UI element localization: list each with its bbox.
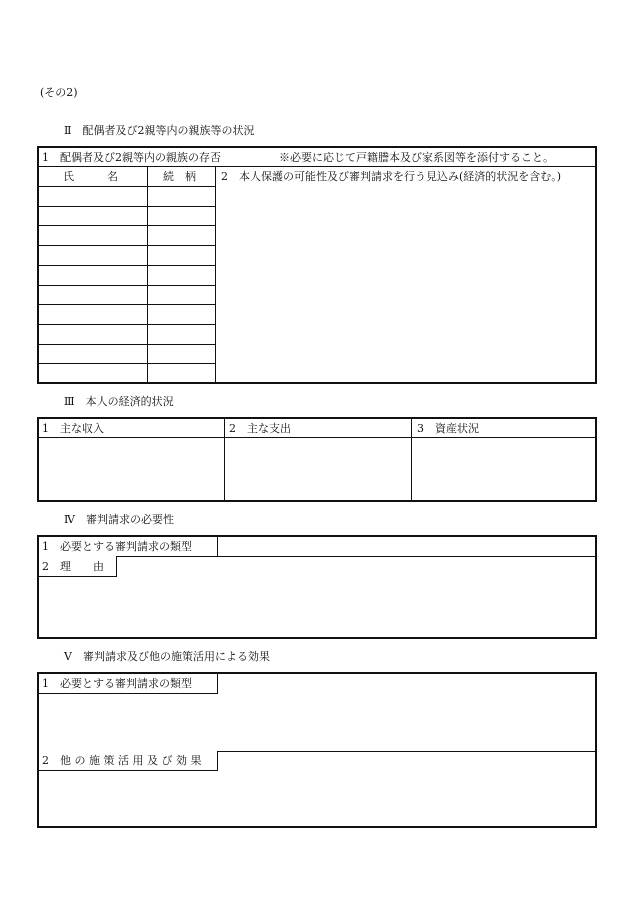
page-label: (その2) xyxy=(40,86,78,99)
protection-outlook-header: 2 本人保護の可能性及び審判請求を行う見込み(経済的状況を含む。) xyxy=(221,170,562,183)
divider xyxy=(224,419,225,500)
section2-title: Ⅱ 配偶者及び2親等内の親族等の状況 xyxy=(64,124,255,137)
table-row xyxy=(39,304,215,305)
divider xyxy=(411,419,412,500)
section4-title: Ⅳ 審判請求の必要性 xyxy=(64,513,174,526)
table-row xyxy=(39,206,215,207)
section3-title: Ⅲ 本人の経済的状況 xyxy=(64,395,174,408)
label-cell xyxy=(39,537,218,557)
divider xyxy=(39,556,595,557)
label-cell xyxy=(39,674,218,694)
divider xyxy=(39,166,595,167)
table-row xyxy=(39,225,215,226)
assets-header: 3 資産状況 xyxy=(417,422,479,435)
necessity-table xyxy=(37,535,597,639)
economic-table xyxy=(37,417,597,502)
divider xyxy=(39,437,595,438)
petition-type-label: 1 必要とする審判請求の類型 xyxy=(42,677,192,690)
table-row xyxy=(39,344,215,345)
income-header: 1 主な収入 xyxy=(42,422,104,435)
table-row xyxy=(39,363,215,364)
divider xyxy=(215,166,216,382)
reason-label: 2 理 由 xyxy=(42,560,104,573)
table-row xyxy=(39,265,215,266)
col-name-header: 氏 名 xyxy=(63,170,118,183)
table-row xyxy=(39,285,215,286)
attachment-note: ※必要に応じて戸籍謄本及び家系図等を添付すること。 xyxy=(279,151,554,164)
table-row xyxy=(39,324,215,325)
relatives-table xyxy=(37,146,597,384)
section5-title: Ⅴ 審判請求及び他の施策活用による効果 xyxy=(64,650,270,663)
other-measures-label: 2 他 の 施 策 活 用 及 び 効 果 xyxy=(42,754,202,767)
expenses-header: 2 主な支出 xyxy=(229,422,291,435)
effect-table xyxy=(37,672,597,828)
divider xyxy=(147,166,148,382)
label-cell xyxy=(39,751,218,771)
label-cell xyxy=(39,556,117,577)
col-relation-header: 続 柄 xyxy=(163,170,196,183)
table-row xyxy=(39,245,215,246)
table-row xyxy=(39,186,215,187)
existence-label: 1 配偶者及び2親等内の親族の存否 xyxy=(42,151,221,164)
petition-type-label: 1 必要とする審判請求の類型 xyxy=(42,540,192,553)
